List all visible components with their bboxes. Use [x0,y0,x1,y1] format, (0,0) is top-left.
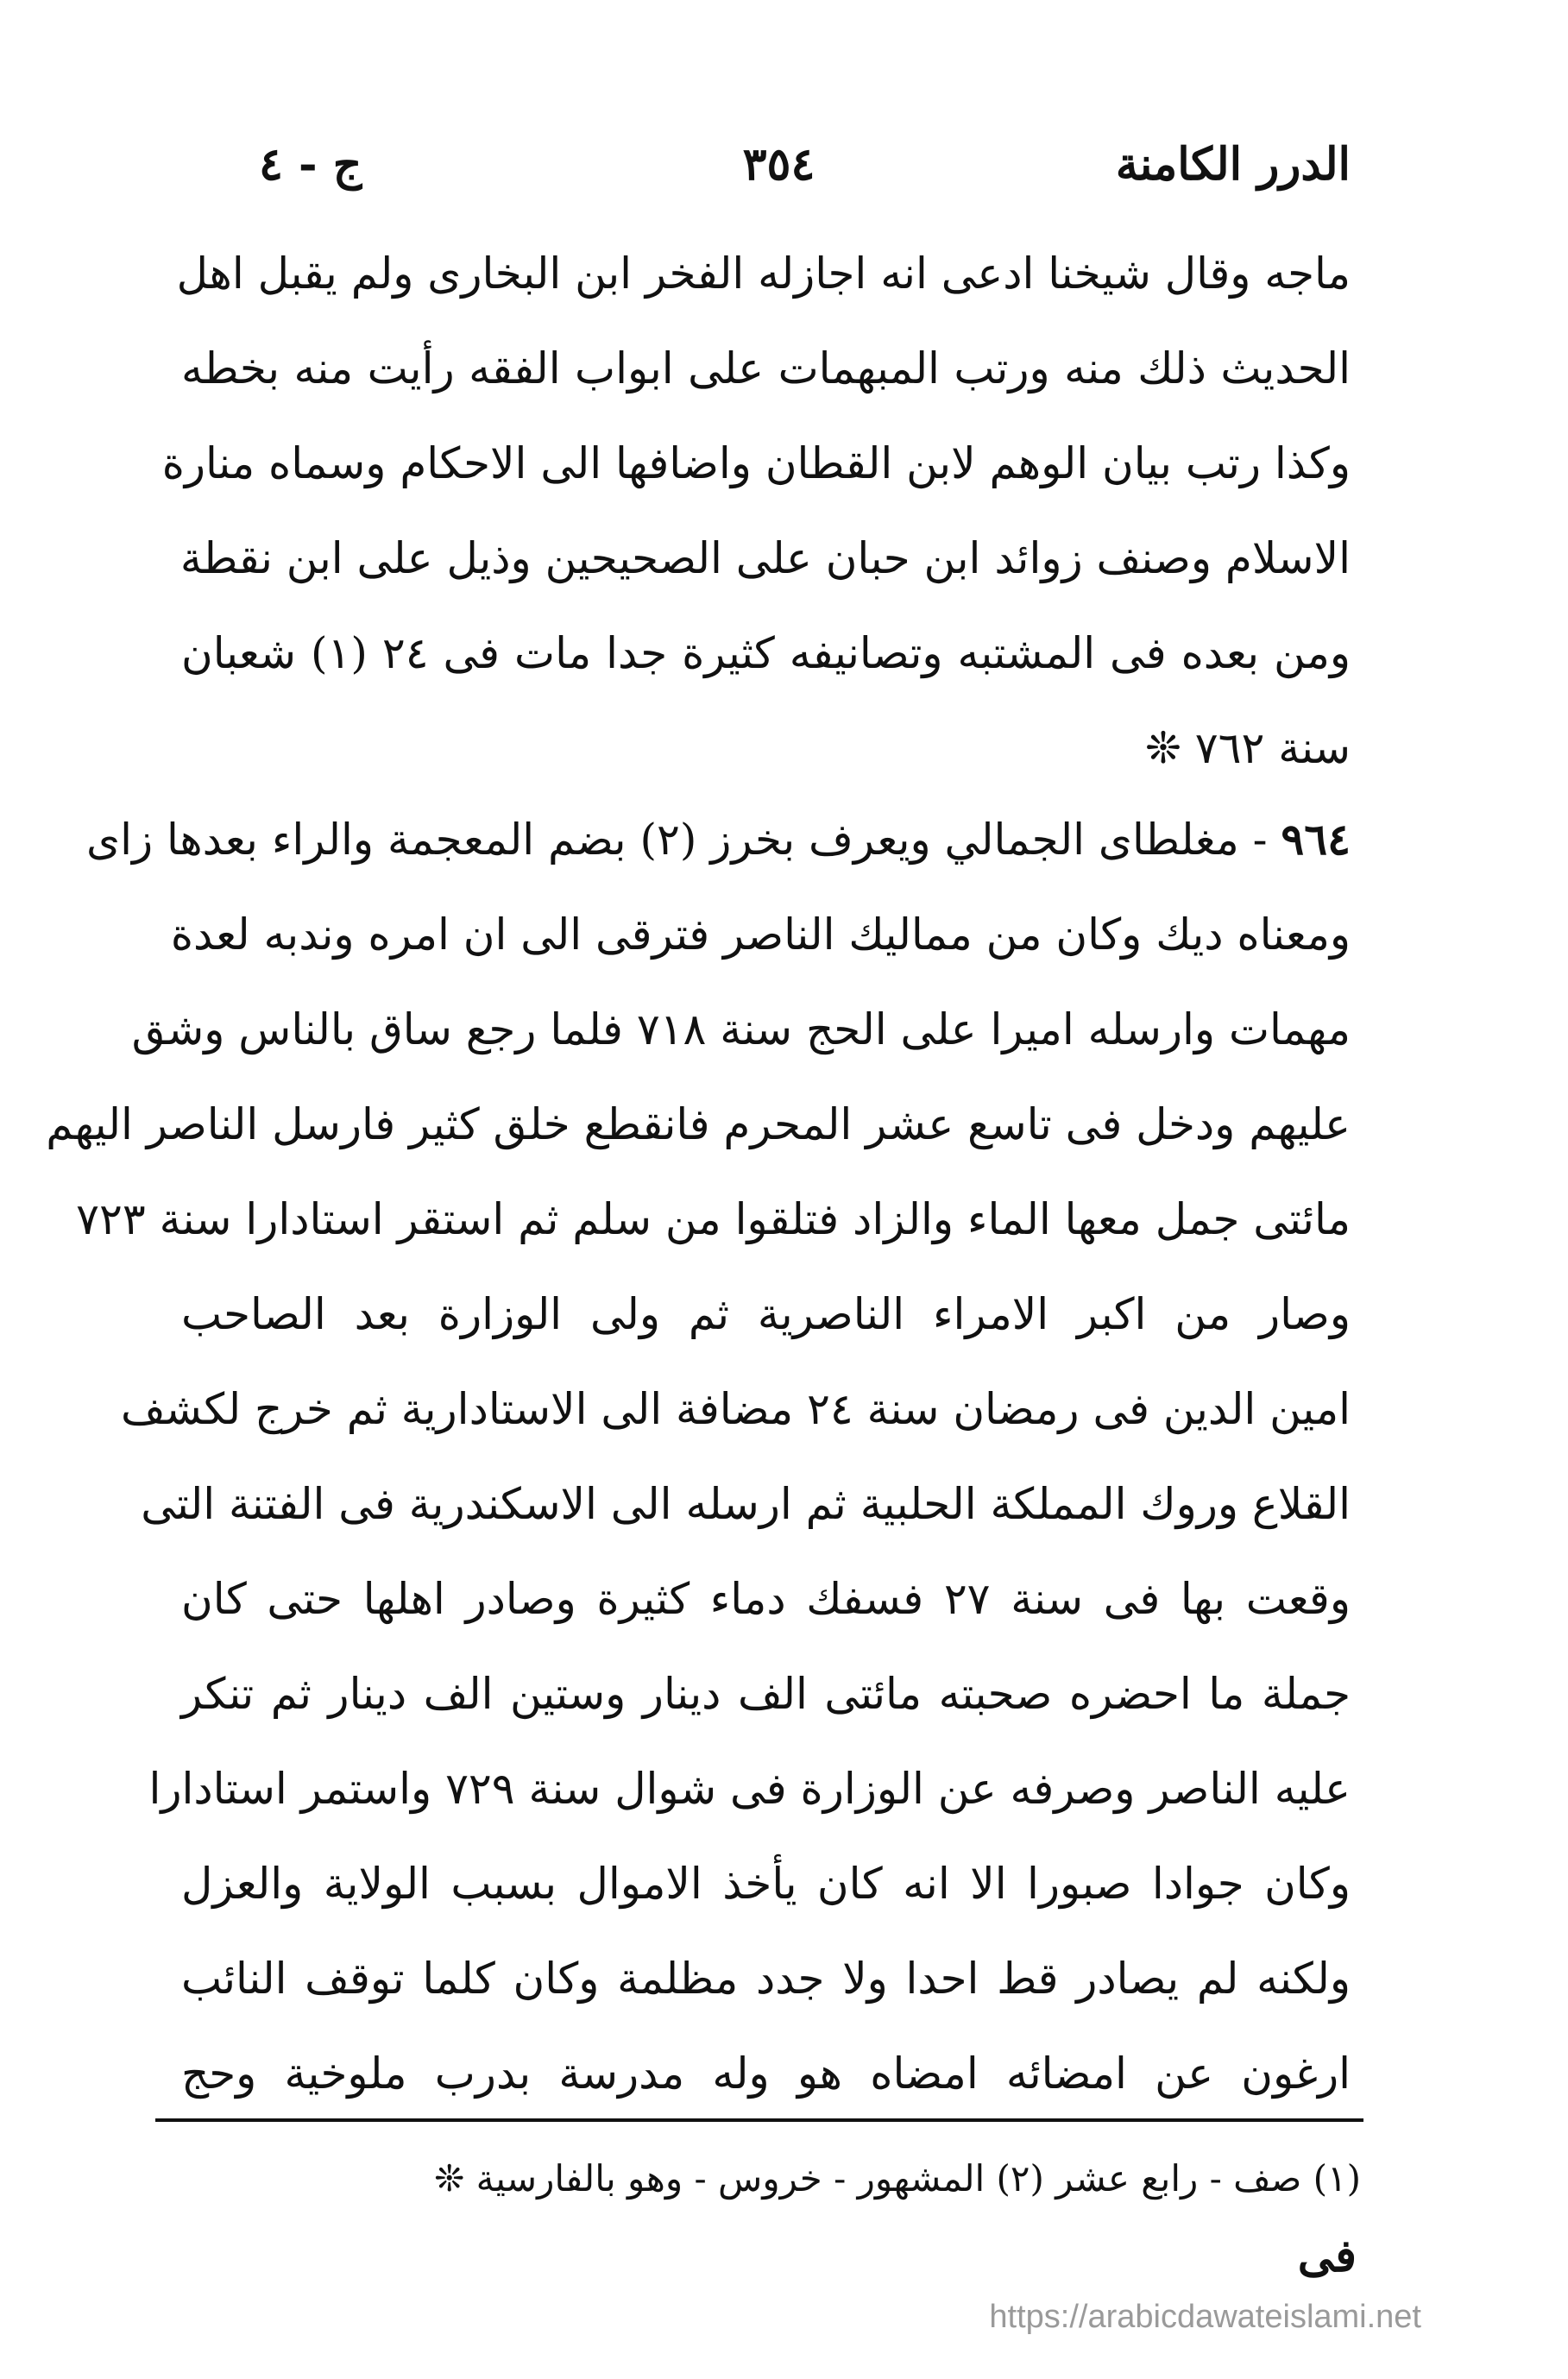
text-line: وكان جوادا صبورا الا انه كان يأخذ الاموال بسبب الولاية والعزل [181,1859,1351,1909]
text-line: الحديث ذلك منه ورتب المبهمات على ابواب الفقه رأيت منه بخطه [181,343,1351,393]
text-line: مائتى جمل معها الماء والزاد فتلقوا من سلم ثم استقر استادارا سنة ٧٢٣ [76,1194,1351,1244]
catchword: فى [1297,2230,1357,2282]
text-line: عليهم ودخل فى تاسع عشر المحرم فانقطع خلق كثير فارسل الناصر اليهم [46,1099,1351,1149]
text-line: امين الدين فى رمضان سنة ٢٤ مضافة الى الاستادارية ثم خرج لكشف [120,1384,1351,1434]
entry-heading-text: مغلطاى الجمالي ويعرف بخرز (٢) بضم المعجمة والراء بعدها زاى [85,815,1239,865]
text-line: وقعت بها فى سنة ٢٧ فسفك دماء كثيرة وصادر اهلها حتى كان [181,1574,1351,1624]
watermark-url: https://arabicdawateislami.net [989,2299,1421,2335]
volume-label: ج - ٤ [259,138,362,191]
text-line: ومن بعده فى المشتبه وتصانيفه كثيرة جدا مات فى ٢٤ (١) شعبان [181,628,1351,678]
page-number: ٣٥٤ [742,138,815,191]
text-line: جملة ما احضره صحبته مائتى الف دينار وستين الف دينار ثم تنكر [181,1669,1351,1719]
biography-entry [46,792,1351,2121]
text-line: الاسلام وصنف زوائد ابن حبان على الصحيحين وذيل على ابن نقطة [179,533,1351,583]
text-line: وكذا رتب بيان الوهم لابن القطان واضافها الى الاحكام وسماه منارة [161,438,1351,488]
entry-first-line [85,792,1351,887]
text-line: القلاع وروك المملكة الحلبية ثم ارسله الى الاسكندرية فى الفتنة التى [141,1479,1351,1529]
text-line: ومعناه ديك وكان من مماليك الناصر فترقى الى ان امره وندبه لعدة [170,909,1351,960]
text-line: سنة ٧٦٢ ❊ [1144,723,1351,773]
text-line: ولكنه لم يصادر قط احدا ولا جدد مظلمة وكان كلما توقف النائب [181,1954,1351,2004]
footnote-divider [155,2118,1363,2122]
footnote: (١) صف - رابع عشر (٢) المشهور - خروس - وهو بالفارسية ❊ [434,2157,1361,2200]
page-header [207,138,1351,207]
entry-number: ٩٦٤ [1281,814,1351,865]
text-line: وصار من اكبر الامراء الناصرية ثم ولى الوزارة بعد الصاحب [181,1289,1351,1339]
text-line: مهمات وارسله اميرا على الحج سنة ٧١٨ فلما رجع ساق بالناس وشق [131,1004,1351,1054]
entry-separator: - [1238,815,1281,865]
text-line: عليه الناصر وصرفه عن الوزارة فى شوال سنة ٧٢٩ واستمر استادارا [148,1764,1351,1814]
text-line: ماجه وقال شيخنا ادعى انه اجازله الفخر ابن البخارى ولم يقبل اهل [176,249,1351,299]
running-title: الدرر الكامنة [1115,138,1351,191]
paragraph-continuation [161,226,1351,796]
text-line: ارغون عن امضائه امضاه هو وله مدرسة بدرب ملوخية وحج [181,2049,1351,2099]
